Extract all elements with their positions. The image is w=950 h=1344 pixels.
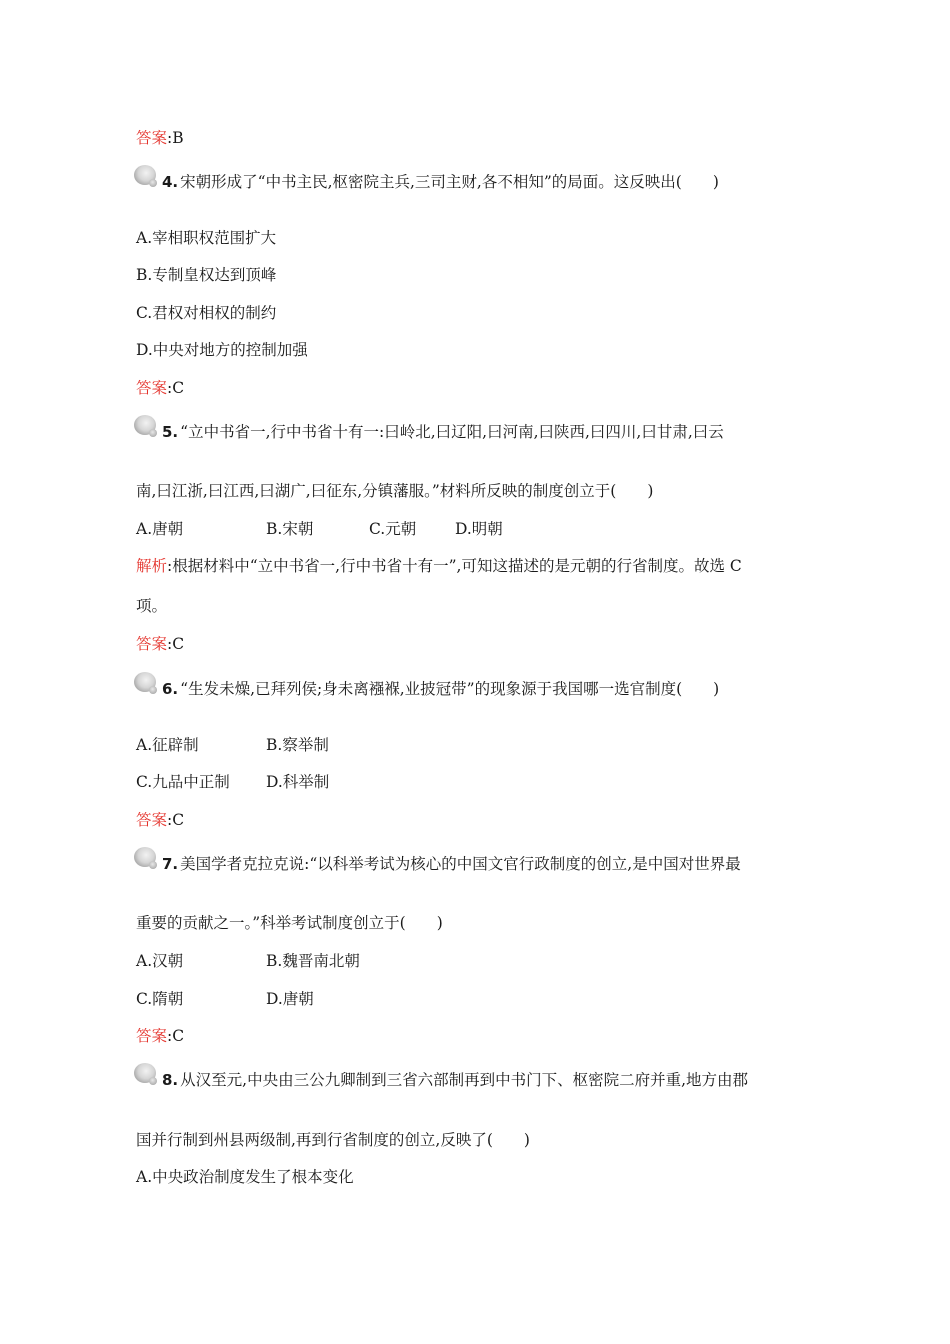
answer-value: C (172, 635, 185, 653)
option: A.中央政治制度发生了根本变化 (136, 1168, 354, 1186)
answer-line-q3 (136, 128, 184, 148)
answer-separator: : (167, 129, 173, 147)
question-text: 宋朝形成了“中书主民,枢密院主兵,三司主财,各不相知”的局面。这反映出( ) (180, 173, 719, 191)
analysis-label: 解析 (136, 557, 168, 575)
question-number: 8. (162, 1071, 179, 1089)
answer-label: 答案 (136, 129, 168, 147)
analysis-line (136, 556, 742, 576)
question-text: 美国学者克拉克说:“以科举考试为核心的中国文官行政制度的创立,是中国对世界最 (180, 855, 741, 873)
option: D.科举制 (266, 773, 330, 791)
question-bubble-icon (134, 672, 160, 694)
option: A.汉朝 (136, 952, 184, 970)
answer-label: 答案 (136, 1027, 168, 1045)
options-row (136, 772, 329, 792)
answer-separator: : (167, 379, 173, 397)
option: B.专制皇权达到顶峰 (136, 266, 277, 284)
answer-separator: : (167, 635, 173, 653)
question-bubble-icon (134, 165, 160, 187)
question-8-stem (162, 1070, 748, 1090)
option: C.隋朝 (136, 990, 184, 1008)
answer-value: C (172, 1027, 185, 1045)
analysis-text-continued: 项。 (136, 597, 168, 615)
question-text-continued: 国并行制到州县两级制,再到行省制度的创立,反映了( ) (136, 1131, 530, 1149)
question-bubble-icon (134, 415, 160, 437)
answer-value: B (172, 129, 184, 147)
options-row (136, 735, 329, 755)
question-5-stem (162, 422, 724, 442)
question-text: 从汉至元,中央由三公九卿制到三省六部制再到中书门下、枢密院二府并重,地方由郡 (180, 1071, 748, 1089)
answer-line-q7 (136, 1026, 184, 1046)
option: A.宰相职权范围扩大 (136, 229, 277, 247)
question-text-continued: 南,曰江浙,曰江西,曰湖广,曰征东,分镇藩服。”材料所反映的制度创立于( ) (136, 482, 654, 500)
answer-label: 答案 (136, 379, 168, 397)
answer-separator: : (167, 811, 173, 829)
question-text-continued: 重要的贡献之一。”科举考试制度创立于( ) (136, 914, 443, 932)
question-bubble-icon (134, 1063, 160, 1085)
option: D.明朝 (455, 520, 503, 538)
option: D.中央对地方的控制加强 (136, 341, 308, 359)
option: A.征辟制 (136, 736, 199, 754)
analysis-separator: : (167, 557, 173, 575)
answer-value: C (172, 379, 185, 397)
answer-label: 答案 (136, 635, 168, 653)
answer-line-q4 (136, 378, 184, 398)
question-6-stem (162, 679, 719, 699)
option: C.元朝 (369, 520, 417, 538)
option: C.君权对相权的制约 (136, 304, 277, 322)
answer-line-q6 (136, 810, 184, 830)
question-number: 7. (162, 855, 179, 873)
options-row (136, 989, 314, 1009)
answer-separator: : (167, 1027, 173, 1045)
options-row (136, 951, 360, 971)
question-4-stem (162, 172, 719, 192)
analysis-text: 根据材料中“立中书省一,行中书省十有一”,可知这描述的是元朝的行省制度。故选 C (172, 557, 742, 575)
question-7-stem (162, 854, 741, 874)
option: C.九品中正制 (136, 773, 230, 791)
question-number: 6. (162, 680, 179, 698)
option: B.察举制 (266, 736, 329, 754)
options-row (136, 519, 503, 539)
option: A.唐朝 (136, 520, 184, 538)
option: D.唐朝 (266, 990, 314, 1008)
answer-line-q5 (136, 634, 184, 654)
question-text: “生发未燥,已拜列侯;身未离襁褓,业披冠带”的现象源于我国哪一选官制度( ) (180, 680, 720, 698)
question-number: 5. (162, 423, 179, 441)
option: B.宋朝 (266, 520, 314, 538)
question-number: 4. (162, 173, 179, 191)
answer-value: C (172, 811, 185, 829)
question-text: “立中书省一,行中书省十有一:曰岭北,曰辽阳,曰河南,曰陕西,曰四川,曰甘肃,曰云 (180, 423, 724, 441)
question-bubble-icon (134, 847, 160, 869)
answer-label: 答案 (136, 811, 168, 829)
option: B.魏晋南北朝 (266, 952, 360, 970)
